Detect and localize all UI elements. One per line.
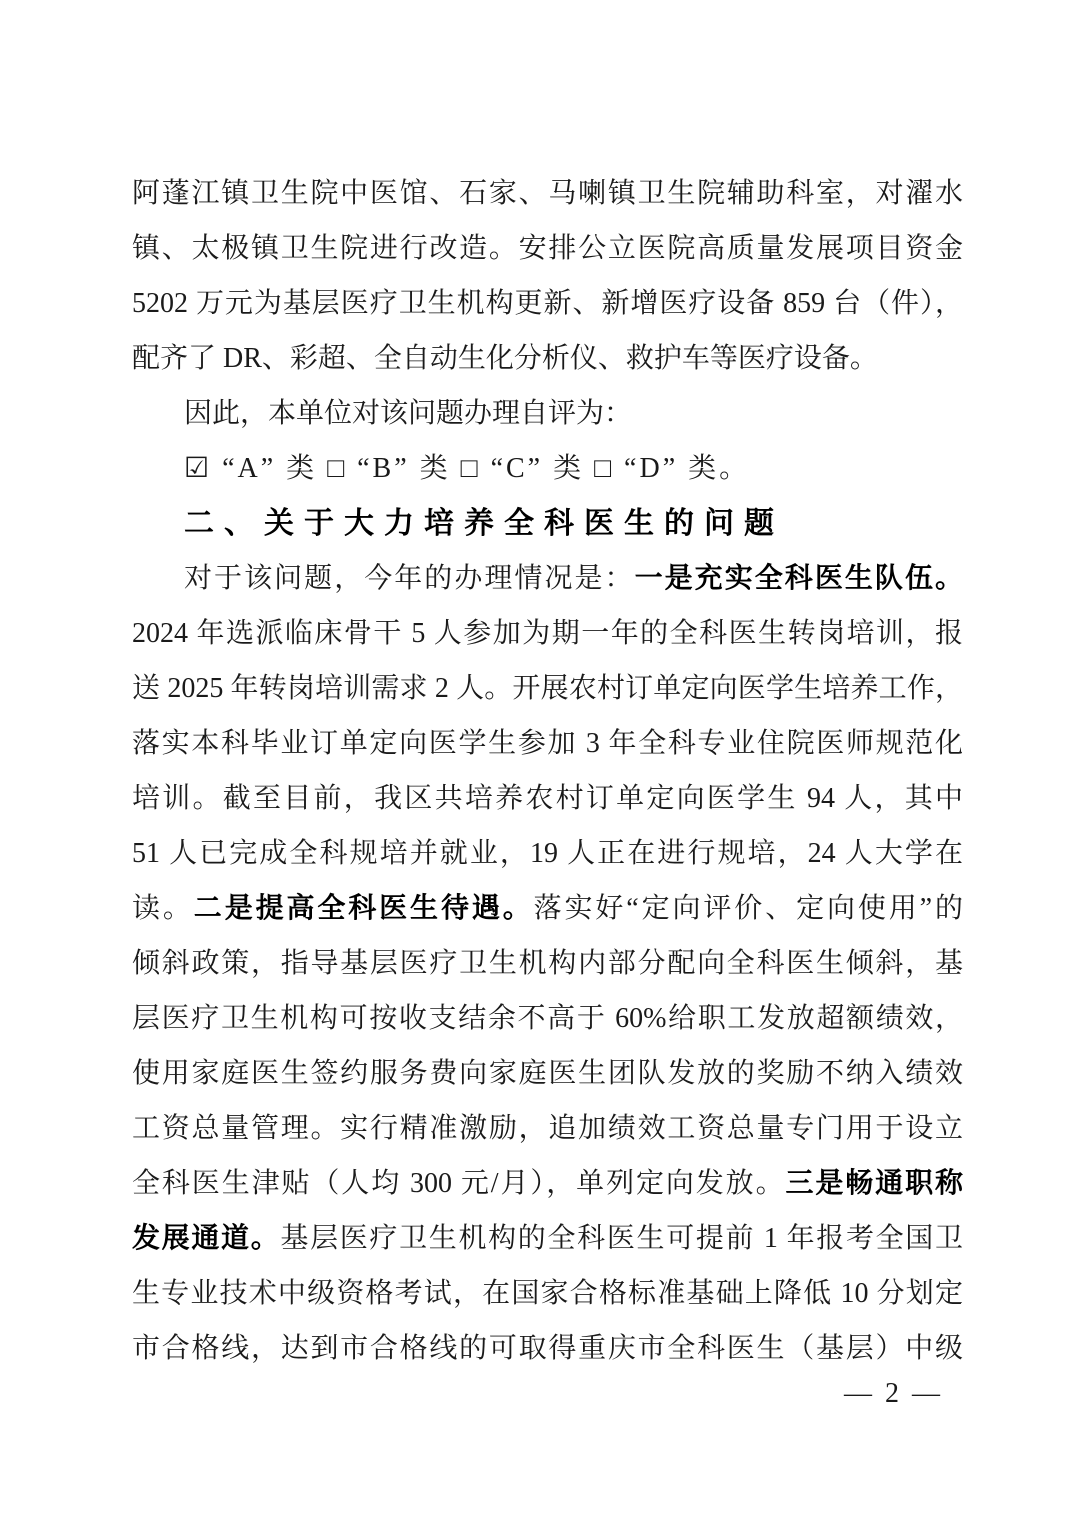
body-line — [132, 221, 963, 276]
text-run: 基层医疗卫生机构的全科医生可提前 1 年报考全国卫 — [280, 1223, 963, 1254]
text-run: 2024 年选派临床骨干 5 人参加为期一年的全科医生转岗培训，报 — [132, 618, 963, 649]
checkbox-c-icon: □ — [460, 453, 481, 484]
body-line — [132, 991, 963, 1046]
body-line — [132, 1101, 963, 1156]
checkbox-d-label: “D” 类。 — [614, 453, 751, 484]
text-run: 配齐了 DR、彩超、全自动生化分析仪、救护车等医疗设备。 — [132, 343, 878, 374]
body-line — [132, 1266, 963, 1321]
text-run: 阿蓬江镇卫生院中医馆、石家、马喇镇卫生院辅助科室，对濯水 — [132, 178, 963, 209]
page-number: — 2 — — [844, 1378, 943, 1409]
emphasis-run: 三是畅通职称 — [785, 1168, 963, 1199]
body-line — [132, 936, 963, 991]
body-line — [132, 716, 963, 771]
text-run: 5202 万元为基层医疗卫生机构更新、新增医疗设备 859 台（件）， — [132, 288, 963, 319]
emphasis-run: 发展通道。 — [132, 1223, 281, 1254]
body-line — [132, 276, 963, 331]
text-run: 市合格线，达到市合格线的可取得重庆市全科医生（基层）中级 — [132, 1333, 963, 1364]
text-run: 因此，本单位对该问题办理自评为： — [184, 398, 633, 429]
checkbox-c-label: “C” 类 — [480, 453, 595, 484]
text-run: 镇、太极镇卫生院进行改造。安排公立医院高质量发展项目资金 — [132, 233, 963, 264]
text-run: 培训。截至目前，我区共培养农村订单定向医学生 94 人，其中 — [132, 783, 963, 814]
checkbox-b-label: “B” 类 — [347, 453, 461, 484]
emphasis-run: 一是充实全科医生队伍。 — [634, 563, 963, 594]
body-line — [132, 771, 963, 826]
text-run: 送 2025 年转岗培训需求 2 人。开展农村订单定向医学生培养工作， — [132, 673, 963, 704]
body-line — [132, 606, 963, 661]
text-run: 使用家庭医生签约服务费向家庭医生团队发放的奖励不纳入绩效 — [132, 1058, 963, 1089]
text-run: 生专业技术中级资格考试，在国家合格标准基础上降低 10 分划定 — [132, 1278, 963, 1309]
text-run: 读。 — [132, 893, 194, 924]
body-line — [132, 166, 963, 221]
text-run: 落实本科毕业订单定向医学生参加 3 年全科专业住院医师规范化 — [132, 728, 963, 759]
body-line — [132, 1046, 963, 1101]
emphasis-run: 二是提高全科医生待遇。 — [193, 893, 534, 924]
checkbox-b-icon: □ — [327, 453, 348, 484]
checkbox-a-checked-icon: ☑ — [184, 453, 213, 484]
text-run: 工资总量管理。实行精准激励，追加绩效工资总量专门用于设立 — [132, 1113, 963, 1144]
body-line — [132, 331, 963, 386]
document-body — [132, 166, 963, 1376]
checkbox-d-icon: □ — [594, 453, 615, 484]
body-line — [132, 661, 963, 716]
body-line — [132, 881, 963, 936]
section-heading — [132, 496, 963, 551]
rating-options-line — [132, 441, 963, 496]
text-run: 倾斜政策，指导基层医疗卫生机构内部分配向全科医生倾斜，基 — [132, 948, 963, 979]
body-line — [132, 826, 963, 881]
text-run: 落实好“定向评价、定向使用”的 — [533, 893, 963, 924]
body-line — [132, 551, 963, 606]
body-line — [132, 1211, 963, 1266]
text-run: 对于该问题，今年的办理情况是： — [184, 563, 635, 594]
text-run: 层医疗卫生机构可按收支结余不高于 60%给职工发放超额绩效， — [132, 1003, 963, 1034]
section-heading-text: 二、关于大力培养全科医生的问题 — [184, 507, 784, 540]
body-line — [132, 1156, 963, 1211]
text-run: 全科医生津贴（人均 300 元/月），单列定向发放。 — [132, 1168, 786, 1199]
text-run: 51 人已完成全科规培并就业，19 人正在进行规培，24 人大学在 — [132, 838, 963, 869]
self-eval-intro-line — [132, 386, 963, 441]
checkbox-a-label: “A” 类 — [212, 453, 328, 484]
